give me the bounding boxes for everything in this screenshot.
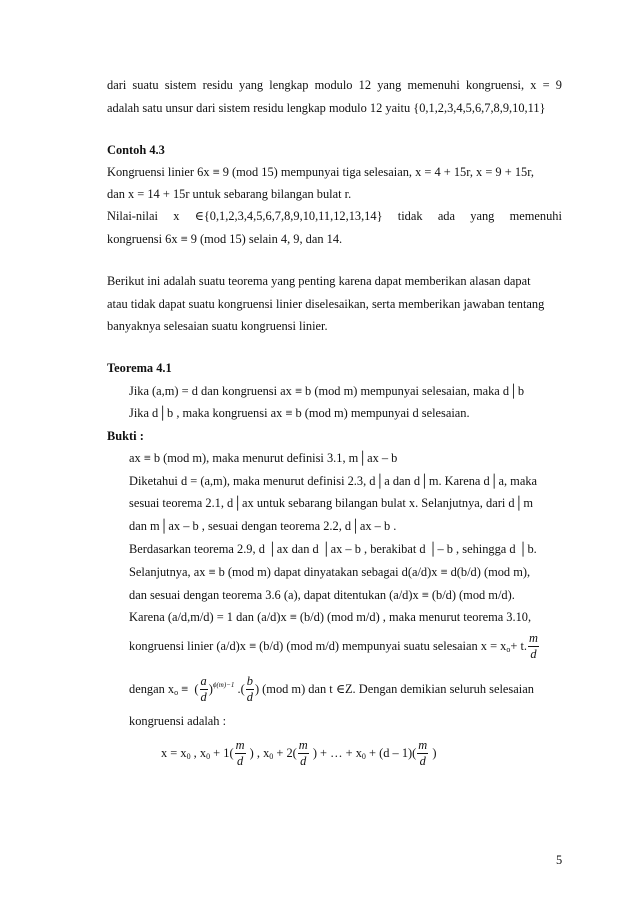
fraction-numerator: m xyxy=(417,739,428,754)
bukti-line-1: ax ≡ b (mod m), maka menurut definisi 3.1, m│ax – b xyxy=(129,451,398,465)
teorema-heading: Teorema 4.1 xyxy=(107,361,172,375)
subscript-o: o xyxy=(506,644,511,654)
bukti-line-10-eq: ≡ ( xyxy=(178,682,199,697)
fraction-b-over-d xyxy=(246,675,254,704)
paragraph-line-3: banyaknya selesaian suatu kongruensi linier. xyxy=(107,319,328,333)
word: dari xyxy=(107,78,127,92)
bukti-line-10-post: ) (mod m) dan t ∈Z. Dengan demikian seluruh selesaian xyxy=(254,682,534,697)
word: ada xyxy=(437,209,456,223)
bukti-heading: Bukti : xyxy=(107,429,144,443)
bukti-line-9-text: kongruensi linier (a/d)x ≡ (b/d) (mod m/d) mempunyai suatu selesaian x = x xyxy=(129,639,507,654)
word: x xyxy=(173,209,180,223)
intro-line-2: adalah satu unsur dari sistem residu lengkap modulo 12 yaitu {0,1,2,3,4,5,6,7,8,9,10,11} xyxy=(107,101,546,115)
exponent-phi: ϕ(m)−1 xyxy=(212,681,235,690)
word: kongruensi, xyxy=(465,78,525,92)
solution-part-8: ) xyxy=(429,746,437,761)
bukti-line-9 xyxy=(129,632,540,661)
bukti-line-6: Selanjutnya, ax ≡ b (mod m) dapat dinyatakan sebagai d(a/d)x ≡ d(b/d) (mod m), xyxy=(129,565,531,579)
contoh-line-2: dan x = 14 + 15r untuk sebarang bilangan bulat r. xyxy=(107,187,352,201)
bukti-line-8: Karena (a/d,m/d) = 1 dan (a/d)x ≡ (b/d) (mod m/d) , maka menurut teorema 3.10, xyxy=(129,610,532,624)
word: lengkap xyxy=(269,78,309,92)
paragraph-line-1: Berikut ini adalah suatu teorema yang penting karena dapat memberikan alasan dapat xyxy=(107,274,531,288)
bukti-line-2: Diketahui d = (a,m), maka menurut definisi 2.3, d│a dan d│m. Karena d│a, maka xyxy=(129,474,538,488)
word: 9 xyxy=(555,78,562,92)
word: 12 xyxy=(358,78,372,92)
fraction-denominator: d xyxy=(300,754,307,769)
word: yang xyxy=(239,78,264,92)
fraction-numerator: m xyxy=(298,739,309,754)
fraction-denominator: d xyxy=(530,647,537,662)
contoh-line-1: Kongruensi linier 6x ≡ 9 (mod 15) mempunyai tiga selesaian, x = 4 + 15r, x = 9 + 15r, xyxy=(107,165,534,179)
page-number: 5 xyxy=(556,853,563,867)
subscript-0: 0 xyxy=(186,751,191,761)
bukti-line-10-mid: .( xyxy=(234,682,245,697)
subscript-0: 0 xyxy=(269,751,274,761)
fraction-denominator: d xyxy=(200,690,207,705)
fraction-a-over-d xyxy=(200,675,208,704)
solution-part-2: , x xyxy=(190,746,207,761)
solution-part-1: x = x xyxy=(161,746,187,761)
paragraph-line-2: atau tidak dapat suatu kongruensi linier diselesaikan, serta memberikan jawaban tentang xyxy=(107,297,545,311)
contoh-line-3 xyxy=(107,210,562,222)
solution-part-5: + 2( xyxy=(273,746,297,761)
fraction-denominator: d xyxy=(419,754,426,769)
subscript-o: o xyxy=(174,687,179,697)
word: tidak xyxy=(397,209,423,223)
word: memenuhi xyxy=(407,78,460,92)
fraction-numerator: m xyxy=(528,632,539,647)
fraction-numerator: b xyxy=(246,675,254,690)
bukti-line-3: sesuai teorema 2.1, d│ax untuk sebarang bilangan bulat x. Selanjutnya, dari d│m xyxy=(129,496,533,510)
bukti-line-10-close: ) xyxy=(208,682,213,697)
solution-part-7: + (d – 1)( xyxy=(365,746,417,761)
word: x xyxy=(530,78,537,92)
solution-part-6: ) + … + x xyxy=(309,746,362,761)
fraction-m-over-d xyxy=(528,632,539,661)
word: memenuhi xyxy=(509,209,562,223)
word: yang xyxy=(470,209,495,223)
word: sistem xyxy=(164,78,197,92)
fraction-m-over-d xyxy=(298,739,309,768)
word: suatu xyxy=(132,78,159,92)
contoh-line-4: kongruensi 6x ≡ 9 (mod 15) selain 4, 9, dan 14. xyxy=(107,232,343,246)
bukti-line-4: dan m│ax – b , sesuai dengan teorema 2.2, d│ax – b . xyxy=(129,519,397,533)
fraction-m-over-d xyxy=(417,739,428,768)
word: yang xyxy=(377,78,402,92)
fraction-denominator: d xyxy=(246,690,253,705)
bukti-line-10-pre: dengan x xyxy=(129,682,175,697)
fraction-numerator: a xyxy=(200,675,208,690)
solution-part-4: ) , x xyxy=(246,746,270,761)
bukti-line-11: kongruensi adalah : xyxy=(129,714,227,728)
teorema-line-1: Jika (a,m) = d dan kongruensi ax ≡ b (mod m) mempunyai selesaian, maka d│b xyxy=(129,384,525,398)
word: = xyxy=(542,78,550,92)
contoh-heading: Contoh 4.3 xyxy=(107,143,165,157)
bukti-line-7: dan sesuai dengan teorema 3.6 (a), dapat ditentukan (a/d)x ≡ (b/d) (mod m/d). xyxy=(129,588,515,602)
solutions-line xyxy=(161,739,436,768)
intro-line-1 xyxy=(107,79,562,91)
bukti-line-10 xyxy=(129,675,534,704)
word: residu xyxy=(202,78,233,92)
word: modulo xyxy=(314,78,353,92)
fraction-numerator: m xyxy=(235,739,246,754)
fraction-m-over-d xyxy=(235,739,246,768)
subscript-0: 0 xyxy=(206,751,211,761)
bukti-line-5: Berdasarkan teorema 2.9, d │ax dan d │ax – b , berakibat d │– b , sehingga d │b. xyxy=(129,542,537,556)
teorema-line-2: Jika d│b , maka kongruensi ax ≡ b (mod m) mempunyai d selesaian. xyxy=(129,406,470,420)
bukti-line-9-after: + t. xyxy=(510,639,527,654)
fraction-denominator: d xyxy=(236,754,244,769)
word: ∈{0,1,2,3,4,5,6,7,8,9,10,11,12,13,14} xyxy=(194,209,383,223)
solution-part-3: + 1( xyxy=(210,746,234,761)
subscript-0: 0 xyxy=(361,751,366,761)
word: Nilai-nilai xyxy=(107,209,158,223)
